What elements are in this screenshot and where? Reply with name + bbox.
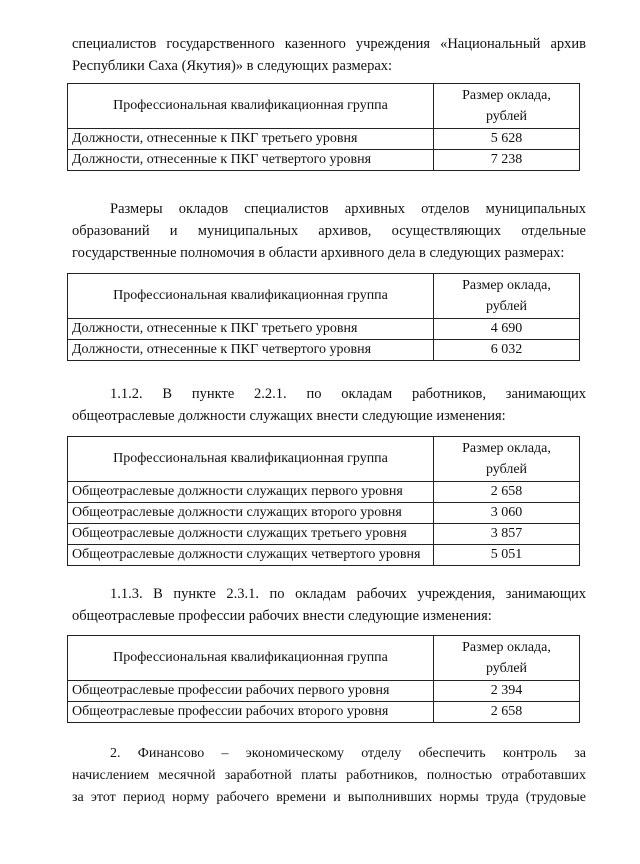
header-salary: [434, 274, 580, 319]
header-salary: [434, 437, 580, 482]
text-line: специалистов государственного казенного учреждения «Национальный архив: [72, 36, 586, 52]
row-group: Должности, отнесенные к ПКГ четвертого уровня: [68, 150, 434, 171]
text-line: образований и муниципальных архивов, осуществляющих отдельные: [72, 223, 586, 239]
header-group: Профессиональная квалификационная группа: [68, 84, 434, 129]
row-salary: 2 658: [434, 702, 580, 723]
row-group: Должности, отнесенные к ПКГ третьего уровня: [68, 319, 434, 340]
row-salary: 7 238: [434, 150, 580, 171]
text-line: общеотраслевые должности служащих внести следующие изменения:: [72, 408, 506, 424]
text-line: начислением месячной заработной платы работников, полностью отработавших: [72, 768, 586, 783]
row-group: Должности, отнесенные к ПКГ четвертого уровня: [68, 340, 434, 361]
row-salary: 5 051: [434, 545, 580, 566]
salary-table-national-archive: [67, 83, 580, 171]
table-header-row: [68, 274, 580, 319]
row-group: Общеотраслевые профессии рабочих первого уровня: [68, 681, 434, 702]
text-line: Республики Саха (Якутия)» в следующих размерах:: [72, 58, 393, 74]
table-row: [68, 150, 580, 171]
row-salary: 3 060: [434, 503, 580, 524]
row-salary: 2 658: [434, 482, 580, 503]
text-line: 1.1.2. В пункте 2.2.1. по окладам работников, занимающих: [110, 386, 586, 402]
header-salary-line2: рублей: [485, 462, 528, 477]
row-group: Общеотраслевые должности служащих четвертого уровня: [68, 545, 434, 566]
text-line: государственные полномочия в области архивного дела в следующих размерах:: [72, 245, 565, 261]
paragraph-municipal-archives: [72, 198, 586, 264]
row-group: Общеотраслевые должности служащих первого уровня: [68, 482, 434, 503]
table-row: [68, 545, 580, 566]
header-salary: [434, 84, 580, 129]
header-salary-line1: Размер оклада,: [462, 640, 551, 655]
table-row: [68, 319, 580, 340]
row-salary: 3 857: [434, 524, 580, 545]
row-salary: 2 394: [434, 681, 580, 702]
paragraph-finance-department: [72, 743, 586, 809]
table-row: [68, 340, 580, 361]
text-line: общеотраслевые профессии рабочих внести следующие изменения:: [72, 608, 492, 624]
paragraph-archive-intro: [72, 33, 586, 77]
table-row: [68, 129, 580, 150]
table-row: [68, 681, 580, 702]
table-header-row: [68, 636, 580, 681]
paragraph-clause-1-1-3: [72, 583, 586, 627]
row-salary: 6 032: [434, 340, 580, 361]
row-group: Общеотраслевые профессии рабочих второго уровня: [68, 702, 434, 723]
header-salary-line2: рублей: [485, 661, 528, 676]
text-line: 2. Финансово – экономическому отделу обеспечить контроль за: [110, 746, 586, 761]
table-row: [68, 503, 580, 524]
header-group: Профессиональная квалификационная группа: [68, 636, 434, 681]
header-salary-line2: рублей: [485, 109, 528, 124]
text-line: Размеры окладов специалистов архивных отделов муниципальных: [110, 201, 586, 217]
table-header-row: [68, 437, 580, 482]
header-group: Профессиональная квалификационная группа: [68, 437, 434, 482]
salary-table-municipal-archives: [67, 273, 580, 361]
table-row: [68, 702, 580, 723]
paragraph-clause-1-1-2: [72, 383, 586, 427]
text-line: за этот период норму рабочего времени и выполнивших нормы труда (трудовые: [72, 790, 586, 805]
row-group: Должности, отнесенные к ПКГ третьего уровня: [68, 129, 434, 150]
header-salary-line1: Размер оклада,: [462, 278, 551, 293]
row-group: Общеотраслевые должности служащих второго уровня: [68, 503, 434, 524]
table-header-row: [68, 84, 580, 129]
header-group: Профессиональная квалификационная группа: [68, 274, 434, 319]
row-salary: 5 628: [434, 129, 580, 150]
table-row: [68, 482, 580, 503]
row-salary: 4 690: [434, 319, 580, 340]
table-row: [68, 524, 580, 545]
header-salary-line1: Размер оклада,: [462, 88, 551, 103]
text-line: 1.1.3. В пункте 2.3.1. по окладам рабочих учреждения, занимающих: [110, 586, 586, 602]
header-salary: [434, 636, 580, 681]
row-group: Общеотраслевые должности служащих третьего уровня: [68, 524, 434, 545]
header-salary-line2: рублей: [485, 299, 528, 314]
header-salary-line1: Размер оклада,: [462, 441, 551, 456]
salary-table-office-positions: [67, 436, 580, 566]
salary-table-worker-professions: [67, 635, 580, 723]
